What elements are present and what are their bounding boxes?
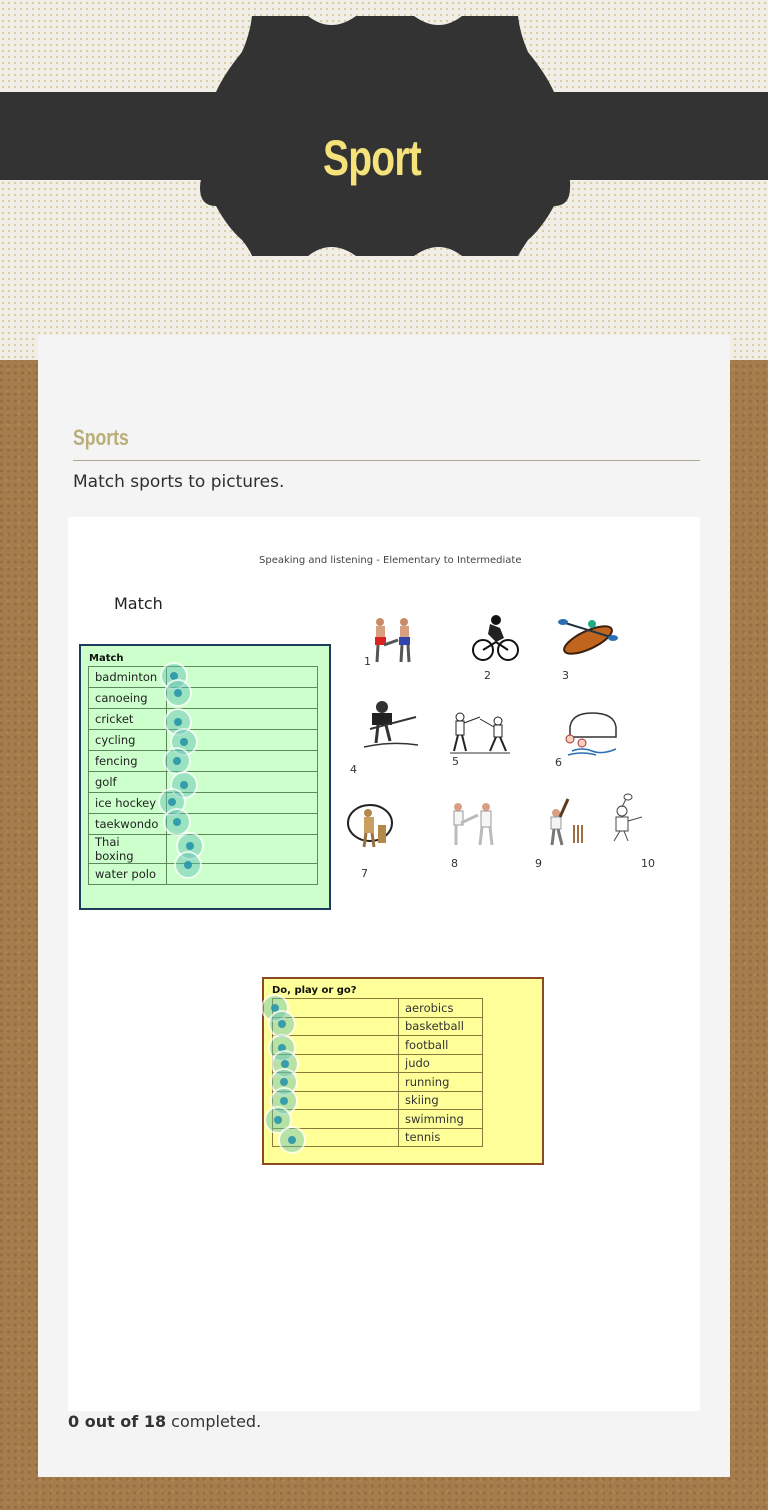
water-polo-picture	[562, 707, 622, 757]
table-row	[273, 1054, 483, 1073]
table-row	[273, 999, 483, 1018]
completion-count: 0 out of 18	[68, 1412, 167, 1431]
verb-word: basketball	[399, 1017, 483, 1036]
answer-target-canoeing[interactable]	[166, 681, 190, 705]
answer-cell	[273, 1110, 399, 1129]
verb-word: swimming	[399, 1110, 483, 1129]
picture-number: 9	[535, 857, 542, 870]
table-row	[89, 864, 318, 885]
worksheet-panel	[68, 517, 700, 1411]
table-row	[273, 1036, 483, 1055]
verb-word: judo	[399, 1054, 483, 1073]
cycling-picture	[466, 614, 526, 664]
match-table-box	[79, 644, 331, 910]
canoeing-picture	[558, 614, 618, 664]
answer-cell	[167, 814, 318, 835]
ice-hockey-picture	[360, 699, 420, 749]
verb-table	[272, 998, 483, 1147]
section-divider	[73, 460, 700, 461]
cricket-picture	[542, 797, 602, 847]
picture-number: 2	[484, 669, 491, 682]
verb-table-box	[262, 977, 544, 1165]
verb-word: running	[399, 1073, 483, 1092]
golf-picture	[344, 801, 404, 851]
answer-target-tennis[interactable]	[280, 1128, 304, 1152]
page-title: Sport	[323, 130, 421, 186]
match-word: fencing	[89, 751, 167, 772]
table-row	[273, 1091, 483, 1110]
verb-word: tennis	[399, 1128, 483, 1147]
table-row	[273, 1128, 483, 1147]
picture-number: 8	[451, 857, 458, 870]
badminton-picture	[608, 793, 668, 843]
table-row	[89, 772, 318, 793]
verb-word: football	[399, 1036, 483, 1055]
instructions-text: Match sports to pictures.	[73, 472, 285, 492]
table-row	[273, 1110, 483, 1129]
match-word: cricket	[89, 709, 167, 730]
match-word: ice hockey	[89, 793, 167, 814]
verb-word: skiing	[399, 1091, 483, 1110]
answer-cell	[167, 751, 318, 772]
table-row	[89, 814, 318, 835]
section-title: Sports	[73, 425, 129, 450]
match-table	[88, 666, 318, 885]
completion-suffix: completed.	[166, 1412, 262, 1431]
match-word: cycling	[89, 730, 167, 751]
picture-number: 4	[350, 763, 357, 776]
worksheet-heading: Match	[114, 594, 163, 613]
answer-target-basketball[interactable]	[270, 1012, 294, 1036]
table-row	[89, 751, 318, 772]
picture-number: 10	[641, 857, 655, 870]
match-table-label: Match	[89, 653, 124, 664]
answer-cell	[167, 667, 318, 688]
completion-status	[68, 1412, 261, 1431]
activity-card	[38, 335, 730, 1477]
table-row	[89, 667, 318, 688]
table-row	[89, 709, 318, 730]
worksheet-header: Speaking and listening - Elementary to Intermediate	[259, 555, 522, 566]
match-word: water polo	[89, 864, 167, 885]
verb-table-label: Do, play or go?	[272, 985, 357, 996]
answer-target-water-polo[interactable]	[176, 853, 200, 877]
table-row	[273, 1073, 483, 1092]
thai-boxing-picture	[362, 614, 422, 664]
table-row	[89, 688, 318, 709]
match-word: Thai boxing	[89, 835, 167, 864]
picture-number: 7	[361, 867, 368, 880]
table-row	[89, 835, 318, 864]
answer-cell	[273, 999, 399, 1018]
fencing-picture	[450, 709, 510, 759]
match-word: badminton	[89, 667, 167, 688]
answer-target-taekwondo[interactable]	[165, 810, 189, 834]
taekwondo-picture	[444, 801, 504, 851]
match-word: golf	[89, 772, 167, 793]
match-word: canoeing	[89, 688, 167, 709]
match-word: taekwondo	[89, 814, 167, 835]
answer-target-fencing[interactable]	[165, 749, 189, 773]
picture-number: 6	[555, 756, 562, 769]
table-row	[273, 1017, 483, 1036]
picture-number: 3	[562, 669, 569, 682]
table-row	[89, 730, 318, 751]
picture-number: 1	[364, 655, 371, 668]
verb-word: aerobics	[399, 999, 483, 1018]
picture-number: 5	[452, 755, 459, 768]
table-row	[89, 793, 318, 814]
